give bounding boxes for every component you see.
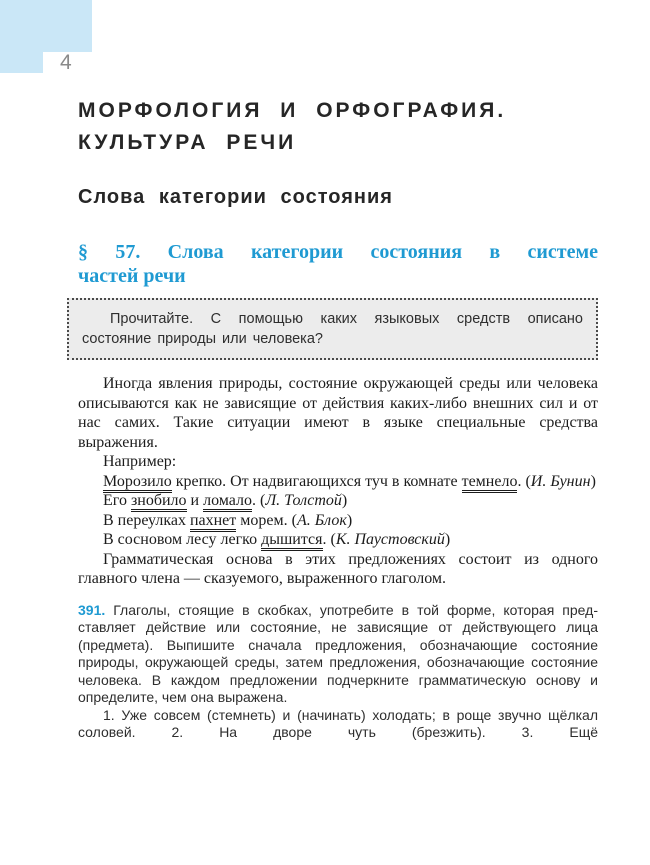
chapter-title xyxy=(78,95,598,159)
text-underline-double: Морозило xyxy=(103,473,172,493)
exercise-sentences: 1. Уже совсем (стемнеть) и (начинать) холодать; в роще звучно щёлкал соловей. 2. На дворе чуть (брезжить). 3. Ещё xyxy=(78,706,598,740)
text-underline-double: дышится xyxy=(261,531,322,551)
text-underline-double: ломало xyxy=(203,492,252,512)
text-italic: А. Блок xyxy=(296,511,347,529)
paragraph-heading xyxy=(78,240,598,288)
text-italic: И. Бунин xyxy=(530,472,591,490)
exercise-391 xyxy=(78,602,598,742)
example-sentence-4 xyxy=(78,530,598,550)
text-plain: Его xyxy=(103,492,131,509)
page-number: 4 xyxy=(60,51,72,74)
text-plain: морем. ( xyxy=(236,511,297,529)
text-plain: ) xyxy=(341,492,348,509)
example-sentence-2 xyxy=(78,491,598,511)
text-plain: ) xyxy=(444,531,451,548)
text-plain: В переулках xyxy=(103,511,190,529)
text-plain: В сосновом лесу легко xyxy=(103,531,262,548)
paragraph-heading-line1: § 57. Слова категории состояния в системе xyxy=(78,241,598,263)
text-plain: и xyxy=(186,492,204,509)
corner-decoration-top xyxy=(0,0,92,52)
exercise-instructions-paragraph xyxy=(78,602,598,707)
chapter-title-line1: МОРФОЛОГИЯ И ОРФОГРАФИЯ. xyxy=(78,99,507,122)
body-text xyxy=(78,374,598,589)
text-plain: . ( xyxy=(252,492,266,509)
corner-decoration-bottom xyxy=(0,52,43,73)
section-title: Слова категории состояния xyxy=(78,186,393,208)
example-sentence-3 xyxy=(78,511,598,531)
task-box-text: Прочитайте. С помощью каких языковых средств описано состояние природы или человека? xyxy=(82,311,583,347)
exercise-number: 391. xyxy=(78,601,106,618)
paragraph-heading-line2: частей речи xyxy=(78,265,186,287)
page-content xyxy=(78,95,598,742)
exercise-instructions: Глаголы, стоящие в скобках, употребите в той форме, которая представляет действие или состояние, не зависящие от действующего лица (предмета). Выпишите сначала предложения, обозначающие состояние природы, окружающей среды, затем предложения, обозначающие состояние человека. В каждом предложении подчеркните грамматическую основу и определите, чем она выражена. xyxy=(78,601,598,705)
for-example-label: Например: xyxy=(103,453,177,470)
text-plain: крепко. От надвигающихся туч в комнате xyxy=(171,472,462,490)
text-plain: . ( xyxy=(517,472,531,490)
intro-paragraph: Иногда явления природы, состояние окружающей среды или человека описываются как не зависящие от действия каких-либо внешних сил и от нас самих. Такие ситуации имеют в языке специальные средства выражения. xyxy=(78,375,598,451)
text-underline-double: знобило xyxy=(131,492,187,512)
text-underline-double: темнело xyxy=(462,473,518,493)
text-italic: Л. Толстой xyxy=(265,492,342,509)
task-box xyxy=(67,298,598,360)
chapter-title-line2: КУЛЬТУРА РЕЧИ xyxy=(78,131,297,154)
text-italic: К. Паустовский xyxy=(335,531,445,548)
example-sentence-1 xyxy=(78,472,598,492)
conclusion-paragraph: Грамматическая основа в этих предложениях состоит из одного главного члена — сказуемого, выраженного глаголом. xyxy=(78,550,598,587)
text-plain: ) xyxy=(346,511,353,529)
text-underline-double: пахнет xyxy=(190,512,236,532)
text-plain: . ( xyxy=(322,531,336,548)
text-plain: ) xyxy=(590,472,596,490)
